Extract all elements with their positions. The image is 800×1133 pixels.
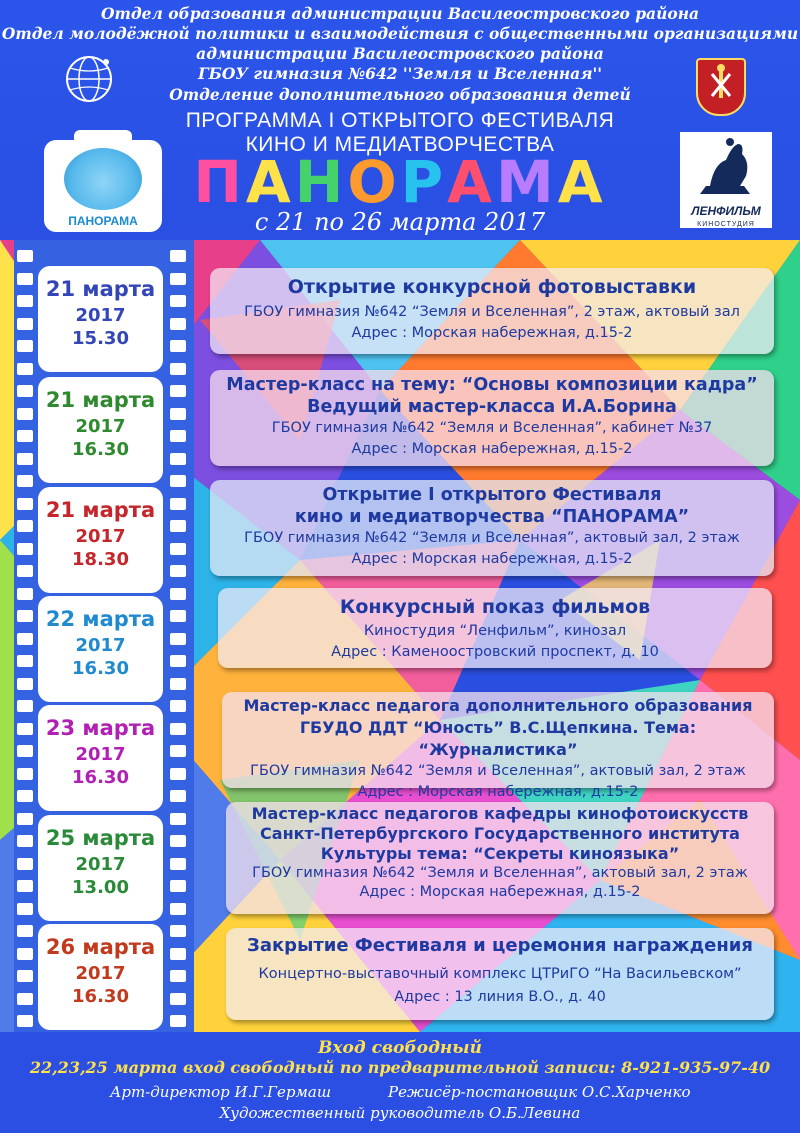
date-year: 2017: [75, 305, 126, 326]
event-address: Адрес : Морская набережная, д.15-2: [357, 784, 639, 800]
event-title: Мастер-класс на тему: “Основы композиции кадра”: [226, 375, 758, 395]
film-perforation: [17, 655, 33, 667]
event-title: Культуры тема: “Секреты киноязыка”: [320, 844, 680, 863]
camera-bump: [74, 130, 132, 144]
film-perforation: [17, 453, 33, 465]
film-perforation: [17, 475, 33, 487]
film-perforation: [17, 880, 33, 892]
film-perforation: [17, 903, 33, 915]
event-title: Санкт-Петербургского Государственного института: [260, 824, 740, 843]
free-entry-note: Вход свободный: [318, 1038, 482, 1058]
film-perforation: [170, 813, 186, 825]
date-year: 2017: [75, 854, 126, 875]
film-perforation: [170, 835, 186, 847]
film-perforation: [170, 610, 186, 622]
film-perforation: [170, 880, 186, 892]
event-venue: ГБОУ гимназия №642 “Земля и Вселенная”, актовый зал, 2 этаж: [250, 763, 746, 779]
date-time: 13.00: [72, 877, 129, 898]
event-venue: ГБОУ гимназия №642 “Земля и Вселенная”, кабинет №37: [271, 420, 713, 436]
film-perforation: [17, 340, 33, 352]
film-perforation: [17, 858, 33, 870]
film-perforation: [170, 768, 186, 780]
film-perforation: [170, 903, 186, 915]
film-perforation: [17, 948, 33, 960]
event-title: кино и медиатворчества “ПАНОРАМА”: [294, 507, 690, 527]
film-perforation: [17, 633, 33, 645]
film-perforation: [170, 970, 186, 982]
film-perforation: [17, 295, 33, 307]
festival-letter: П: [193, 148, 246, 216]
date-day: 26 марта: [45, 935, 156, 959]
org-line-4: ГБОУ гимназия №642 ''Земля и Вселенная'': [197, 64, 603, 83]
film-perforation: [17, 723, 33, 735]
film-perforation: [170, 948, 186, 960]
event-address: Адрес : Каменоостровский проспект, д. 10: [331, 644, 659, 660]
date-day: 21 марта: [45, 498, 156, 522]
lenfilm-title: ЛЕНФИЛЬМ: [691, 204, 761, 218]
festival-letter: М: [496, 148, 558, 216]
event-card: [222, 692, 774, 800]
film-perforation: [17, 790, 33, 802]
event-address: Адрес : Морская набережная, д.15-2: [351, 441, 633, 457]
org-line-1: Отдел образования администрации Василеостровского района: [100, 4, 700, 23]
festival-title: [0, 148, 800, 216]
date-box: [38, 377, 163, 483]
org-line-3: администрации Василеостровского района: [196, 44, 604, 63]
festival-dates: с 21 по 26 марта 2017: [254, 208, 546, 236]
date-time: 18.30: [72, 549, 129, 570]
film-perforation: [17, 1015, 33, 1027]
event-card: [210, 370, 774, 466]
film-perforation: [170, 543, 186, 555]
film-perforation: [170, 925, 186, 937]
event-venue: ГБОУ гимназия №642 “Земля и Вселенная”, актовый зал, 2 этаж: [252, 865, 748, 881]
film-perforation: [17, 385, 33, 397]
event-address: Адрес : Морская набережная, д.15-2: [359, 884, 641, 900]
film-perforation: [170, 363, 186, 375]
event-venue: Концертно-выставочный комплекс ЦТРиГО “На Васильевском”: [258, 966, 742, 982]
event-title: ГБУДО ДДТ “Юность” В.С.Щепкина. Тема: “Журналистика”: [299, 718, 697, 759]
film-perforation: [17, 993, 33, 1005]
film-perforation: [170, 993, 186, 1005]
film-perforation: [170, 430, 186, 442]
film-perforation: [17, 970, 33, 982]
film-perforation: [17, 520, 33, 532]
event-card: [226, 928, 774, 1020]
date-year: 2017: [75, 744, 126, 765]
film-perforation: [17, 363, 33, 375]
date-box: [38, 487, 163, 593]
film-perforation: [170, 723, 186, 735]
event-venue: ГБОУ гимназия №642 “Земля и Вселенная”, 2 этаж, актовый зал: [244, 304, 740, 320]
date-year: 2017: [75, 526, 126, 547]
art-head: Художественный руководитель О.Б.Левина: [219, 1104, 581, 1122]
film-perforation: [170, 318, 186, 330]
event-venue: Киностудия “Ленфильм”, кинозал: [363, 623, 627, 639]
program-title-line-2: КИНО И МЕДИАТВОРЧЕСТВА: [245, 133, 555, 156]
event-card: [218, 588, 772, 668]
date-day: 22 марта: [45, 607, 156, 631]
film-perforation: [170, 790, 186, 802]
stage-director: Режисёр-постановщик О.С.Харченко: [388, 1083, 691, 1101]
film-perforation: [170, 453, 186, 465]
festival-letter: О: [347, 148, 401, 216]
event-title: Открытие I открытого Фестиваля: [322, 485, 662, 505]
event-venue: ГБОУ гимназия №642 “Земля и Вселенная”, актовый зал, 2 этаж: [244, 530, 740, 546]
event-title: Закрытие Фестиваля и церемония награждения: [247, 935, 753, 956]
film-perforation: [170, 588, 186, 600]
film-perforation: [170, 250, 186, 262]
date-time: 16.30: [72, 439, 129, 460]
event-title: Конкурсный показ фильмов: [339, 596, 651, 618]
film-perforation: [170, 408, 186, 420]
film-perforation: [17, 768, 33, 780]
date-time: 16.30: [72, 658, 129, 679]
film-perforation: [170, 745, 186, 757]
date-time: 15.30: [72, 328, 129, 349]
film-perforation: [170, 700, 186, 712]
date-time: 16.30: [72, 986, 129, 1007]
festival-letter: А: [557, 148, 607, 216]
event-card: [226, 802, 774, 914]
film-perforation: [170, 295, 186, 307]
date-time: 16.30: [72, 767, 129, 788]
film-perforation: [170, 385, 186, 397]
event-title: Открытие конкурсной фотовыставки: [287, 276, 697, 298]
film-perforation: [170, 655, 186, 667]
date-box: [38, 266, 163, 372]
film-perforation: [17, 273, 33, 285]
date-day: 23 марта: [45, 716, 156, 740]
film-perforation: [17, 250, 33, 262]
festival-letter: Р: [400, 148, 448, 216]
event-card: [210, 268, 774, 354]
date-box: [38, 815, 163, 921]
org-line-5: Отделение дополнительного образования детей: [169, 85, 631, 104]
festival-letter: А: [245, 148, 295, 216]
event-address: Адрес : 13 линия В.О., д. 40: [394, 989, 606, 1005]
film-perforation: [17, 835, 33, 847]
film-perforation: [17, 700, 33, 712]
date-box: [38, 596, 163, 702]
camera-logo-label: ПАНОРАМА: [68, 214, 138, 228]
event-card: [210, 480, 774, 576]
event-title: Мастер-класс педагогов кафедры кинофотоискусств: [251, 804, 749, 823]
film-perforation: [17, 430, 33, 442]
film-perforation: [170, 633, 186, 645]
org-line-2: Отдел молодёжной политики и взаимодействия с общественными организациями: [1, 24, 799, 43]
film-perforation: [170, 565, 186, 577]
film-perforation: [170, 273, 186, 285]
film-perforation: [17, 498, 33, 510]
event-address: Адрес : Морская набережная, д.15-2: [351, 551, 633, 567]
film-perforation: [170, 858, 186, 870]
film-perforation: [17, 543, 33, 555]
film-perforation: [17, 813, 33, 825]
film-perforation: [17, 678, 33, 690]
film-perforation: [170, 678, 186, 690]
film-perforation: [170, 520, 186, 532]
date-year: 2017: [75, 635, 126, 656]
film-perforation: [17, 408, 33, 420]
film-perforation: [17, 925, 33, 937]
event-title: Ведущий мастер-класса И.А.Борина: [307, 397, 677, 417]
film-perforation: [170, 340, 186, 352]
film-perforation: [17, 565, 33, 577]
lenfilm-subtitle: КИНОСТУДИЯ: [697, 221, 755, 228]
festival-letter: А: [447, 148, 497, 216]
film-perforation: [170, 1015, 186, 1027]
date-year: 2017: [75, 416, 126, 437]
program-title-line-1: ПРОГРАММА I ОТКРЫТОГО ФЕСТИВАЛЯ: [185, 109, 615, 132]
date-day: 25 марта: [45, 826, 156, 850]
film-perforation: [17, 745, 33, 757]
date-box: [38, 705, 163, 811]
event-title: Мастер-класс педагога дополнительного образования: [243, 696, 753, 715]
registration-note: 22,23,25 марта вход свободный по предварительной записи: 8-921-935-97-40: [29, 1058, 771, 1077]
film-perforation: [17, 318, 33, 330]
date-year: 2017: [75, 963, 126, 984]
film-perforation: [170, 498, 186, 510]
film-perforation: [17, 588, 33, 600]
date-day: 21 марта: [45, 388, 156, 412]
event-address: Адрес : Морская набережная, д.15-2: [351, 325, 633, 341]
film-perforation: [170, 475, 186, 487]
art-director: Арт-директор И.Г.Гермаш: [110, 1083, 332, 1101]
film-perforation: [17, 610, 33, 622]
festival-letter: Н: [294, 148, 348, 216]
date-day: 21 марта: [45, 277, 156, 301]
date-box: [38, 924, 163, 1030]
